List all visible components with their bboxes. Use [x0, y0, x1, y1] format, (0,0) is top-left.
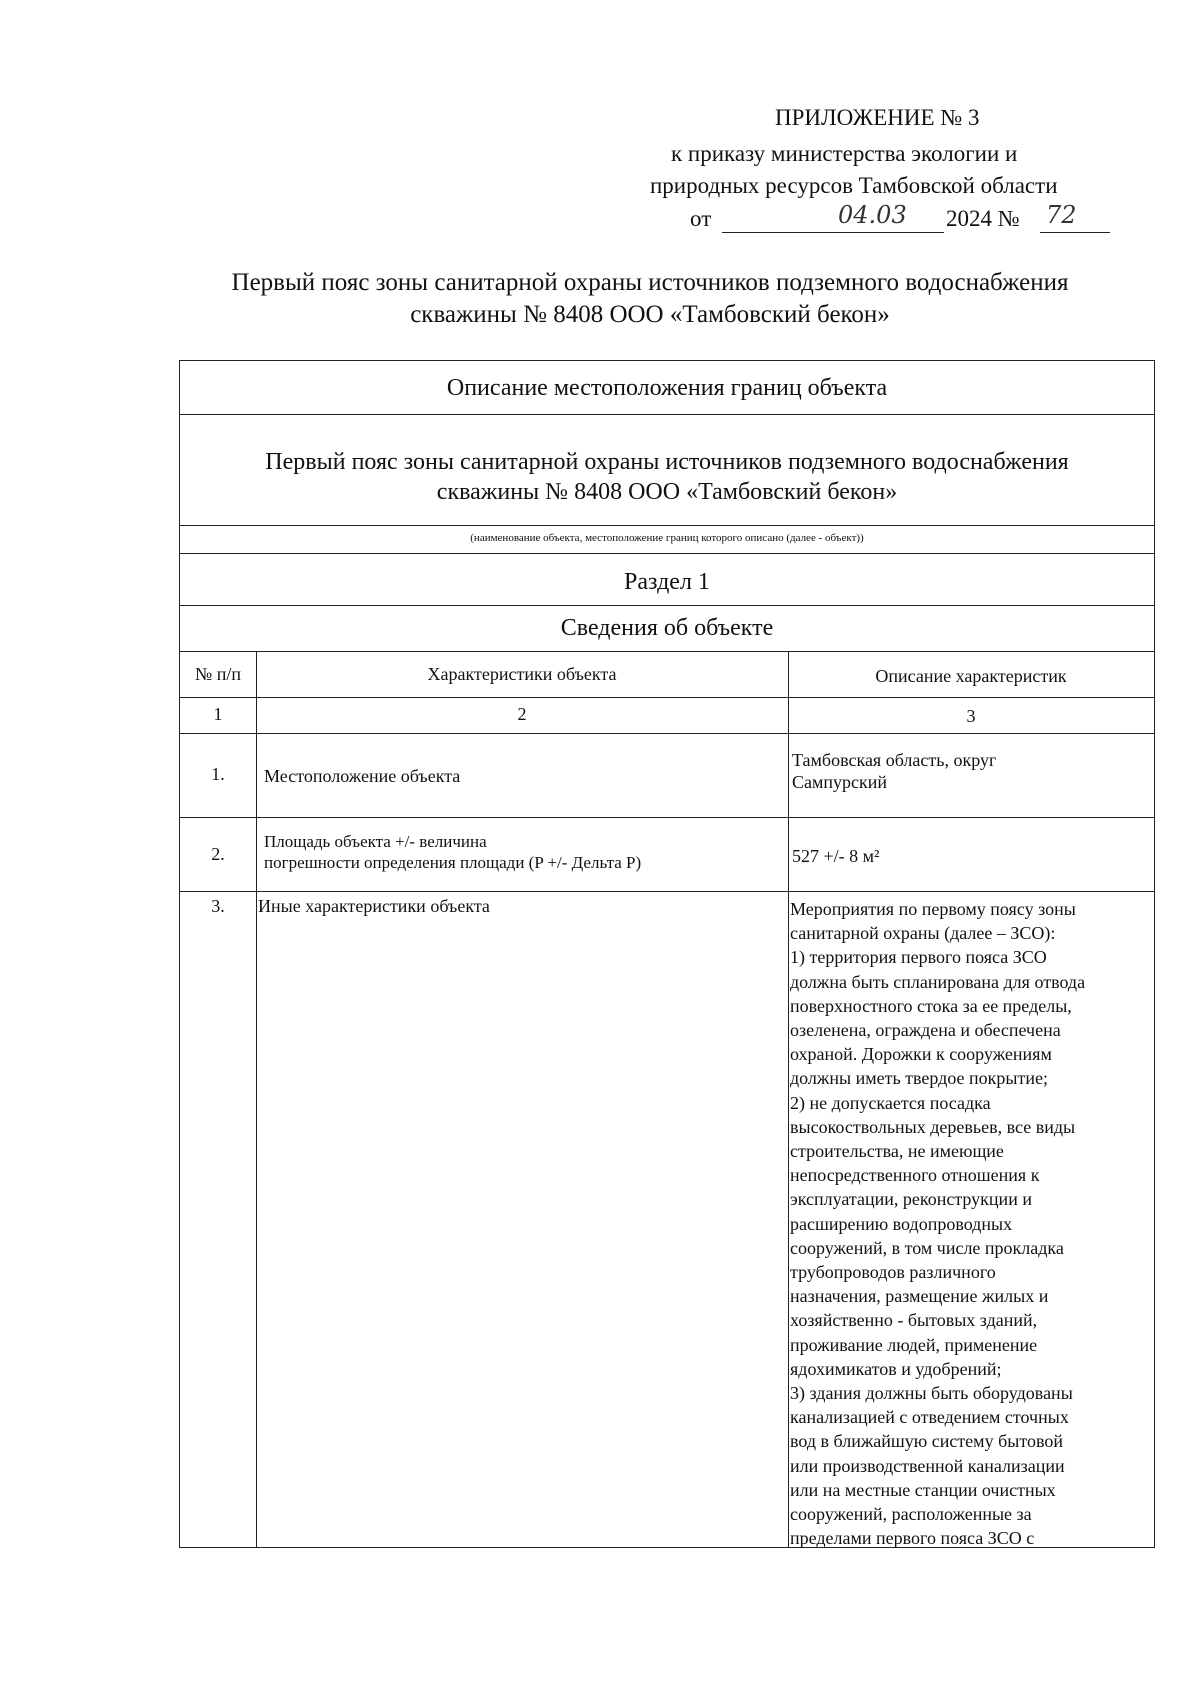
boundary-description-table — [179, 360, 1155, 1548]
from-label: от — [690, 206, 712, 231]
table-row-2-description: 527 +/- 8 м² — [792, 846, 880, 866]
column-number-3: 3 — [966, 706, 976, 726]
date-underline — [722, 232, 944, 233]
table-row-1-characteristic: Местоположение объекта — [264, 766, 461, 786]
col-divider-2 — [788, 651, 789, 1547]
column-header-description: Описание характеристик — [875, 666, 1067, 686]
document-title-line2: скважины № 8408 ООО «Тамбовский бекон» — [410, 301, 890, 328]
table-row-2-characteristic: Площадь объекта +/- величина погрешности определения площади (P +/- Дельта P) — [264, 832, 642, 872]
rule-caption — [180, 553, 1154, 554]
appendix-number: ПРИЛОЖЕНИЕ № 3 — [775, 105, 980, 130]
year-label: 2024 № — [946, 206, 1020, 231]
rule-row-2 — [180, 891, 1154, 892]
rule-section — [180, 605, 1154, 606]
object-name-line1: Первый пояс зоны санитарной охраны источников подземного водоснабжения — [265, 449, 1069, 475]
rule-column-numbers — [180, 733, 1154, 734]
object-name — [180, 447, 1154, 507]
rule-heading — [180, 414, 1154, 415]
document-title-line1: Первый пояс зоны санитарной охраны источников подземного водоснабжения — [231, 269, 1069, 296]
column-number-2: 2 — [517, 704, 527, 724]
appendix-ministry: природных ресурсов Тамбовской области — [650, 173, 1058, 198]
table-row-3-characteristic: Иные характеристики объекта — [258, 896, 490, 916]
column-header-num: № п/п — [195, 664, 241, 684]
number-handwritten: 72 — [1046, 201, 1077, 229]
column-number-1: 1 — [213, 704, 223, 724]
rule-object-name — [180, 525, 1154, 526]
rule-column-headers — [180, 697, 1154, 698]
number-underline — [1040, 232, 1110, 233]
date-handwritten: 04.03 — [838, 201, 907, 229]
object-name-caption: (наименование объекта, местоположение границ которого описано (далее - объект)) — [470, 532, 864, 544]
table-row-2-num: 2. — [211, 844, 225, 864]
object-name-line2: скважины № 8408 ООО «Тамбовский бекон» — [436, 479, 898, 505]
section-number: Раздел 1 — [624, 569, 710, 595]
table-row-1-num: 1. — [211, 764, 225, 784]
rule-row-1 — [180, 817, 1154, 818]
column-header-characteristic: Характеристики объекта — [427, 664, 617, 684]
appendix-order-ref: к приказу министерства экологии и — [671, 141, 1018, 166]
table-heading: Описание местоположения границ объекта — [446, 375, 888, 401]
table-row-1-description: Тамбовская область, округ Сампурский — [792, 750, 997, 792]
section-title: Сведения об объекте — [560, 615, 774, 641]
document-title — [180, 267, 1120, 331]
table-row-3-num: 3. — [211, 896, 225, 916]
col-divider-1 — [256, 651, 257, 1547]
rule-section-title — [180, 651, 1154, 652]
table-row-3-description: Мероприятия по первому поясу зоны санитарной охраны (далее – ЗСО): 1) территория первого пояса ЗСО должна быть спланирована для отвода поверхностного стока за ее пределы, озеленена, ограждена и обеспечена охраной. Дорожки к сооружениям должны иметь твердое покрытие; 2) не допускается посадка высокоствольных деревьев, все виды строительства, не имеющие непосредственного отношения к эксплуатации, реконструкции и расширению водопроводных сооружений, в том числе прокладка трубопроводов различного назначения, размещение жилых и хозяйственно - бытовых зданий, проживание людей, применение ядохимикатов и удобрений; 3) здания должны быть оборудованы канализацией с отведением сточных вод в ближайшую систему бытовой или производственной канализации или на местные станции очистных сооружений, расположенные за пределами первого пояса ЗСО с — [790, 899, 1086, 1549]
